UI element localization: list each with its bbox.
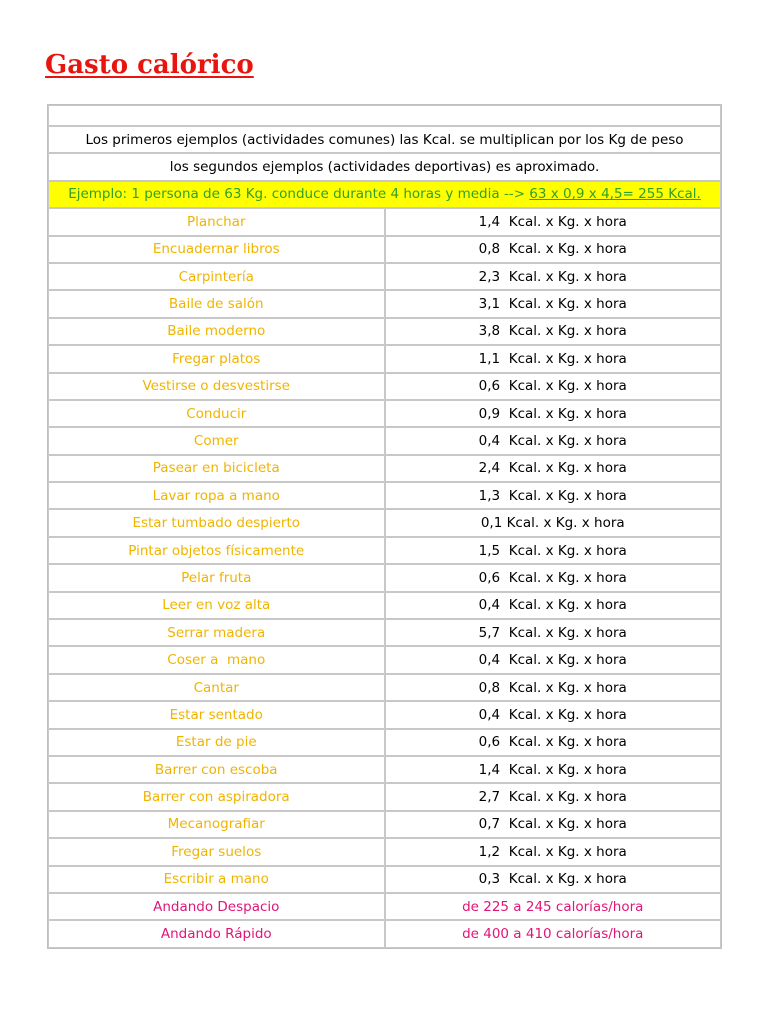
value-cell: 0,8 Kcal. x Kg. x hora — [385, 236, 722, 263]
value-cell: 1,5 Kcal. x Kg. x hora — [385, 537, 722, 564]
activity-cell: Estar sentado — [48, 701, 385, 728]
blank-row — [48, 105, 721, 126]
activity-cell: Baile moderno — [48, 318, 385, 345]
table-row — [48, 455, 721, 482]
value-cell: 5,7 Kcal. x Kg. x hora — [385, 619, 722, 646]
value-cell: 2,3 Kcal. x Kg. x hora — [385, 263, 722, 290]
value-cell: 0,4 Kcal. x Kg. x hora — [385, 701, 722, 728]
activity-cell: Mecanografiar — [48, 811, 385, 838]
activity-cell: Planchar — [48, 208, 385, 235]
intro-row-2 — [48, 153, 721, 180]
activity-cell: Leer en voz alta — [48, 592, 385, 619]
value-cell: 0,6 Kcal. x Kg. x hora — [385, 729, 722, 756]
intro-line-1: Los primeros ejemplos (actividades comunes) las Kcal. se multiplican por los Kg de peso — [48, 126, 721, 153]
value-cell: 0,6 Kcal. x Kg. x hora — [385, 564, 722, 591]
walking-activity-cell: Andando Despacio — [48, 893, 385, 920]
value-cell: 2,4 Kcal. x Kg. x hora — [385, 455, 722, 482]
example-cell — [48, 181, 721, 208]
activity-cell: Fregar platos — [48, 345, 385, 372]
activity-cell: Conducir — [48, 400, 385, 427]
table-row — [48, 646, 721, 673]
table-row — [48, 811, 721, 838]
table-row — [48, 592, 721, 619]
table-row — [48, 619, 721, 646]
activity-cell: Estar tumbado despierto — [48, 509, 385, 536]
activity-cell: Lavar ropa a mano — [48, 482, 385, 509]
value-cell: 0,8 Kcal. x Kg. x hora — [385, 674, 722, 701]
activity-cell: Barrer con aspiradora — [48, 783, 385, 810]
activity-cell: Vestirse o desvestirse — [48, 373, 385, 400]
value-cell: 1,4 Kcal. x Kg. x hora — [385, 756, 722, 783]
value-cell: 0,9 Kcal. x Kg. x hora — [385, 400, 722, 427]
table-row — [48, 537, 721, 564]
activity-cell: Serrar madera — [48, 619, 385, 646]
page-title: Gasto calórico — [45, 50, 254, 80]
table-row — [48, 564, 721, 591]
activity-cell: Encuadernar libros — [48, 236, 385, 263]
value-cell: 1,1 Kcal. x Kg. x hora — [385, 345, 722, 372]
value-cell: 1,3 Kcal. x Kg. x hora — [385, 482, 722, 509]
table-row — [48, 701, 721, 728]
example-text: Ejemplo: 1 persona de 63 Kg. conduce durante 4 horas y media --> — [68, 186, 525, 203]
value-cell: 0,6 Kcal. x Kg. x hora — [385, 373, 722, 400]
activity-cell: Escribir a mano — [48, 866, 385, 893]
walking-value-cell: de 225 a 245 calorías/hora — [385, 893, 722, 920]
intro-row-1 — [48, 126, 721, 153]
calorie-table — [47, 104, 722, 949]
activity-cell: Pintar objetos físicamente — [48, 537, 385, 564]
table-row — [48, 373, 721, 400]
activity-cell: Comer — [48, 427, 385, 454]
table-row — [48, 783, 721, 810]
value-cell: 0,4 Kcal. x Kg. x hora — [385, 592, 722, 619]
table-row — [48, 263, 721, 290]
value-cell: 3,1 Kcal. x Kg. x hora — [385, 290, 722, 317]
table-row — [48, 866, 721, 893]
activity-cell: Carpintería — [48, 263, 385, 290]
table-row — [48, 400, 721, 427]
activity-cell: Pasear en bicicleta — [48, 455, 385, 482]
table-row — [48, 674, 721, 701]
activity-cell: Barrer con escoba — [48, 756, 385, 783]
activity-cell: Cantar — [48, 674, 385, 701]
value-cell: 2,7 Kcal. x Kg. x hora — [385, 783, 722, 810]
blank-cell — [48, 105, 721, 126]
value-cell: 0,4 Kcal. x Kg. x hora — [385, 427, 722, 454]
walking-row — [48, 893, 721, 920]
table-row — [48, 427, 721, 454]
intro-line-2: los segundos ejemplos (actividades deportivas) es aproximado. — [48, 153, 721, 180]
activity-cell: Coser a mano — [48, 646, 385, 673]
value-cell: 0,7 Kcal. x Kg. x hora — [385, 811, 722, 838]
value-cell: 1,4 Kcal. x Kg. x hora — [385, 208, 722, 235]
table-row — [48, 482, 721, 509]
walking-row — [48, 920, 721, 947]
value-cell: 1,2 Kcal. x Kg. x hora — [385, 838, 722, 865]
table-row — [48, 345, 721, 372]
walking-value-cell: de 400 a 410 calorías/hora — [385, 920, 722, 947]
table-row — [48, 838, 721, 865]
walking-activity-cell: Andando Rápido — [48, 920, 385, 947]
table-row — [48, 756, 721, 783]
example-row — [48, 181, 721, 208]
activity-cell: Fregar suelos — [48, 838, 385, 865]
table-row — [48, 509, 721, 536]
example-calculation: 63 x 0,9 x 4,5= 255 Kcal. — [529, 186, 701, 203]
value-cell: 3,8 Kcal. x Kg. x hora — [385, 318, 722, 345]
activity-cell: Estar de pie — [48, 729, 385, 756]
table-row — [48, 318, 721, 345]
table-row — [48, 208, 721, 235]
table-row — [48, 236, 721, 263]
value-cell: 0,4 Kcal. x Kg. x hora — [385, 646, 722, 673]
activity-cell: Pelar fruta — [48, 564, 385, 591]
activity-cell: Baile de salón — [48, 290, 385, 317]
value-cell: 0,1 Kcal. x Kg. x hora — [385, 509, 722, 536]
value-cell: 0,3 Kcal. x Kg. x hora — [385, 866, 722, 893]
table-row — [48, 290, 721, 317]
table-row — [48, 729, 721, 756]
